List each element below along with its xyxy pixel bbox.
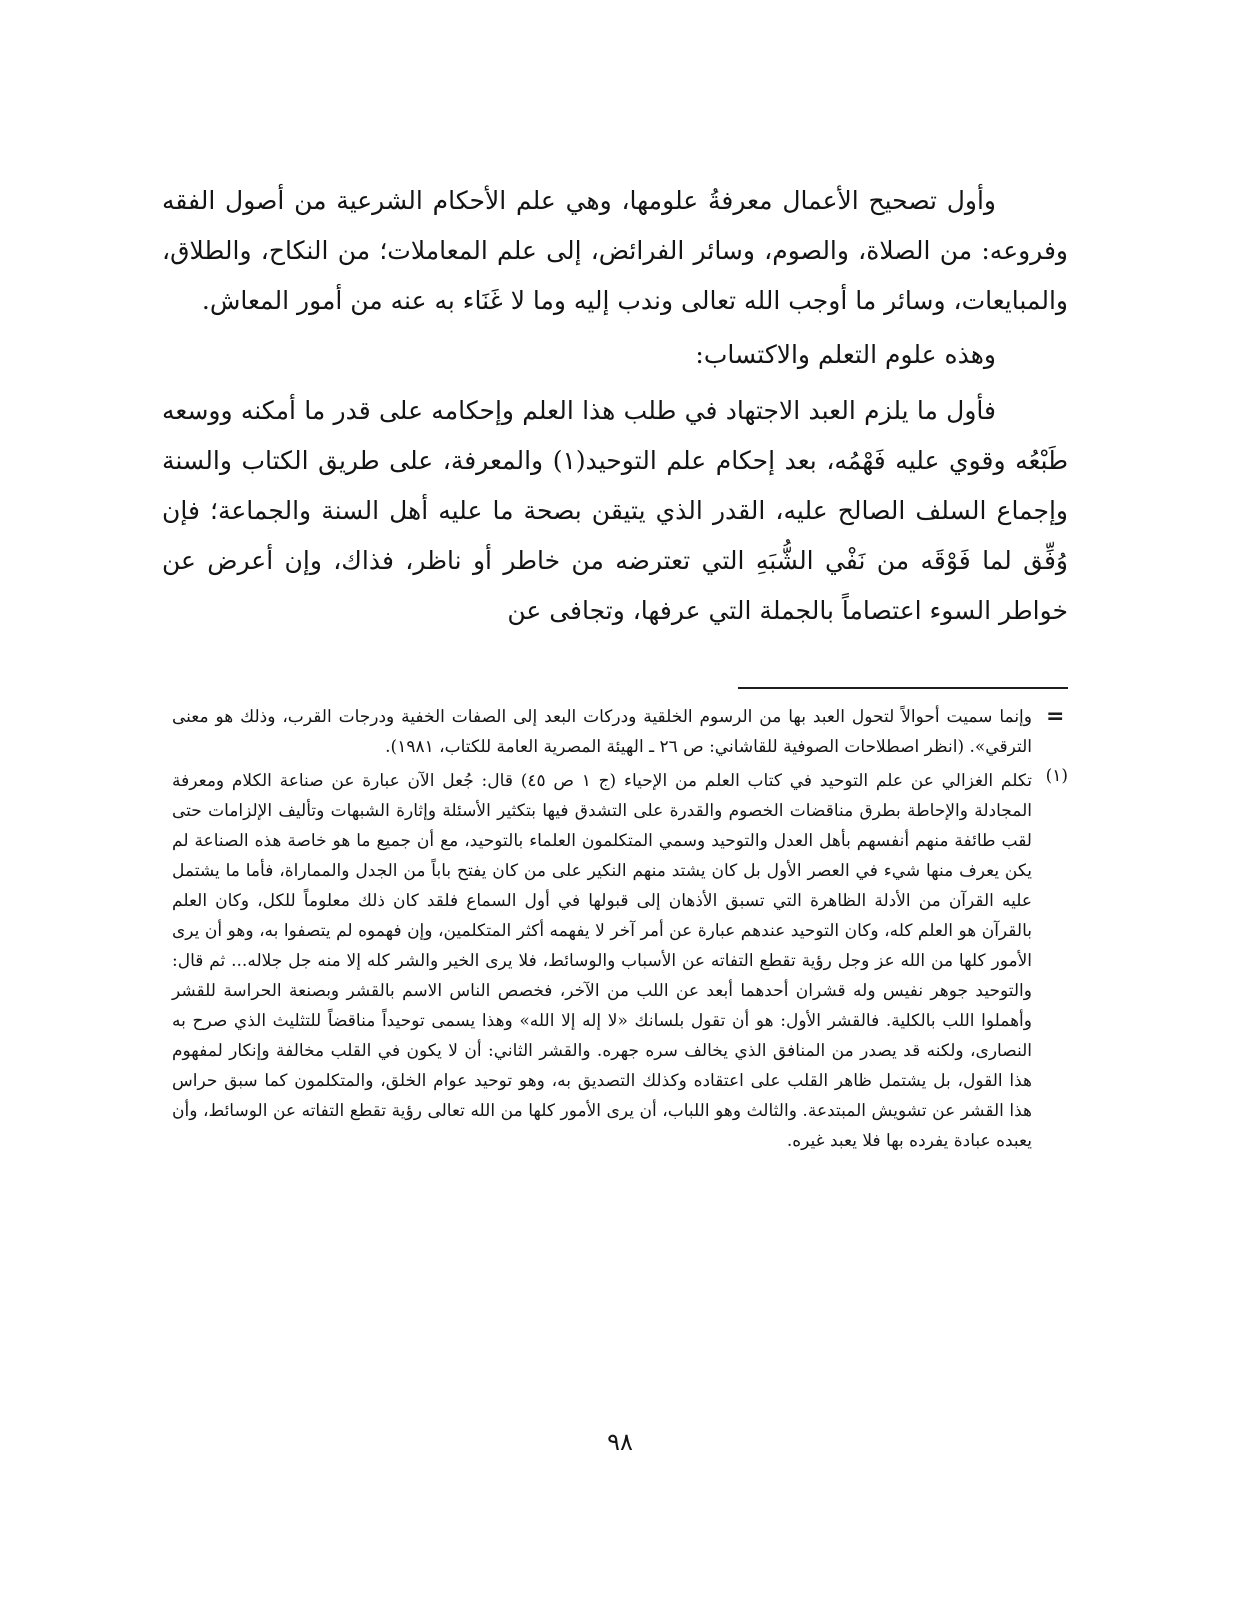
footnote-1-number: (١) (1045, 766, 1068, 786)
footnote-continuation: وإنما سميت أحوالاً لتحول العبد بها من الرسوم الخلقية ودركات البعد إلى الصفات الخفية ودرجات القرب، وذلك هو معنى الترقي». (انظر اصطلاحات الصوفية للقاشاني: ص ٢٦ ـ الهيئة المصرية العامة للكتاب، ١٩٨١). (172, 707, 1032, 757)
paragraph-3: فأول ما يلزم العبد الاجتهاد في طلب هذا العلم وإحكامه على قدر ما أمكنه ووسعه طَبْعُه وقوي عليه فَهْمُه، بعد إحكام علم التوحيد(١) والمعرفة، على طريق الكتاب والسنة وإجماع السلف الصالح عليه، القدر الذي يتيقن بصحة ما عليه أهل السنة والجماعة؛ فإن وُفِّق لما فَوْقَه من نَفْي الشُّبَهِ التي تعترضه من خاطر أو ناظر، فذاك، وإن أعرض عن خواطر السوء اعتصاماً بالجملة التي عرفها، وتجافى عن (162, 396, 1068, 625)
page-number: ٩٨ (607, 1428, 633, 1456)
paragraph-2: وهذه علوم التعلم والاكتساب: (695, 340, 996, 369)
footnote-continuation-mark: = (1046, 704, 1065, 729)
paragraph-1: وأول تصحيح الأعمال معرفةُ علومها، وهي علم الأحكام الشرعية من أصول الفقه وفروعه: من الصلاة، والصوم، وسائر الفرائض، إلى علم المعاملات؛ من النكاح، والطلاق، والمبايعات، وسائر ما أوجب الله تعالى وندب إليه وما لا غَنَاء به عنه من أمور المعاش. (162, 186, 1068, 315)
footnote-1-text: تكلم الغزالي عن علم التوحيد في كتاب العلم من الإحياء (ج ١ ص ٤٥) قال: جُعل الآن عبارة عن صناعة الكلام ومعرفة المجادلة والإحاطة بطرق مناقضات الخصوم والقدرة على التشدق فيها بتكثير الأسئلة وإثارة الشبهات وتأليف الإلزامات حتى لقب طائفة منهم أنفسهم بأهل العدل والتوحيد وسمي المتكلمون العلماء بالتوحيد، مع أن جميع ما هو خاصة هذه الصناعة لم يكن يعرف منها شيء في العصر الأول بل كان يشتد منهم النكير على من كان يفتح باباً من الجدل والمماراة، فأما ما يشتمل عليه القرآن من الأدلة الظاهرة التي تسبق الأذهان إلى قبولها في أول السماع فلقد كان ذلك معلوماً للكل، وكان العلم بالقرآن هو العلم كله، وكان التوحيد عندهم عبارة عن أمر آخر لا يفهمه أكثر المتكلمين، وإن فهموه لم يتصفوا به، وهو أن يرى الأمور كلها من الله عز وجل رؤية تقطع التفاته عن الأسباب والوسائط، فلا يرى الخير والشر كله إلا منه جل جلاله... ثم قال: والتوحيد جوهر نفيس وله قشران أحدهما أبعد عن اللب من الآخر، فخصص الناس الاسم بالقشر وبصنعة الحراسة للقشر وأهملوا اللب بالكلية. فالقشر الأول: هو أن تقول بلسانك «لا إله إلا الله» وهذا يسمى توحيداً مناقضاً للتثليث الذي صرح به النصارى، ولكنه قد يصدر من المنافق الذي يخالف سره جهره. والقشر الثاني: أن لا يكون في القلب مخالفة وإنكار لمفهوم هذا القول، بل يشتمل ظاهر القلب على اعتقاده وكذلك التصديق به، وهو توحيد عوام الخلق، والمتكلمون كما سبق حراس هذا القشر عن تشويش المبتدعة. والثالث وهو اللباب، أن يرى الأمور كلها من الله تعالى رؤية تقطع التفاته عن الوسائط، وأن يعبده عبادة يفرده بها فلا يعبد غيره. (172, 771, 1032, 1151)
footnote-separator (738, 687, 1068, 689)
footnotes (172, 702, 1068, 1156)
main-text (162, 176, 1068, 636)
footnote-1 (172, 766, 1068, 1156)
